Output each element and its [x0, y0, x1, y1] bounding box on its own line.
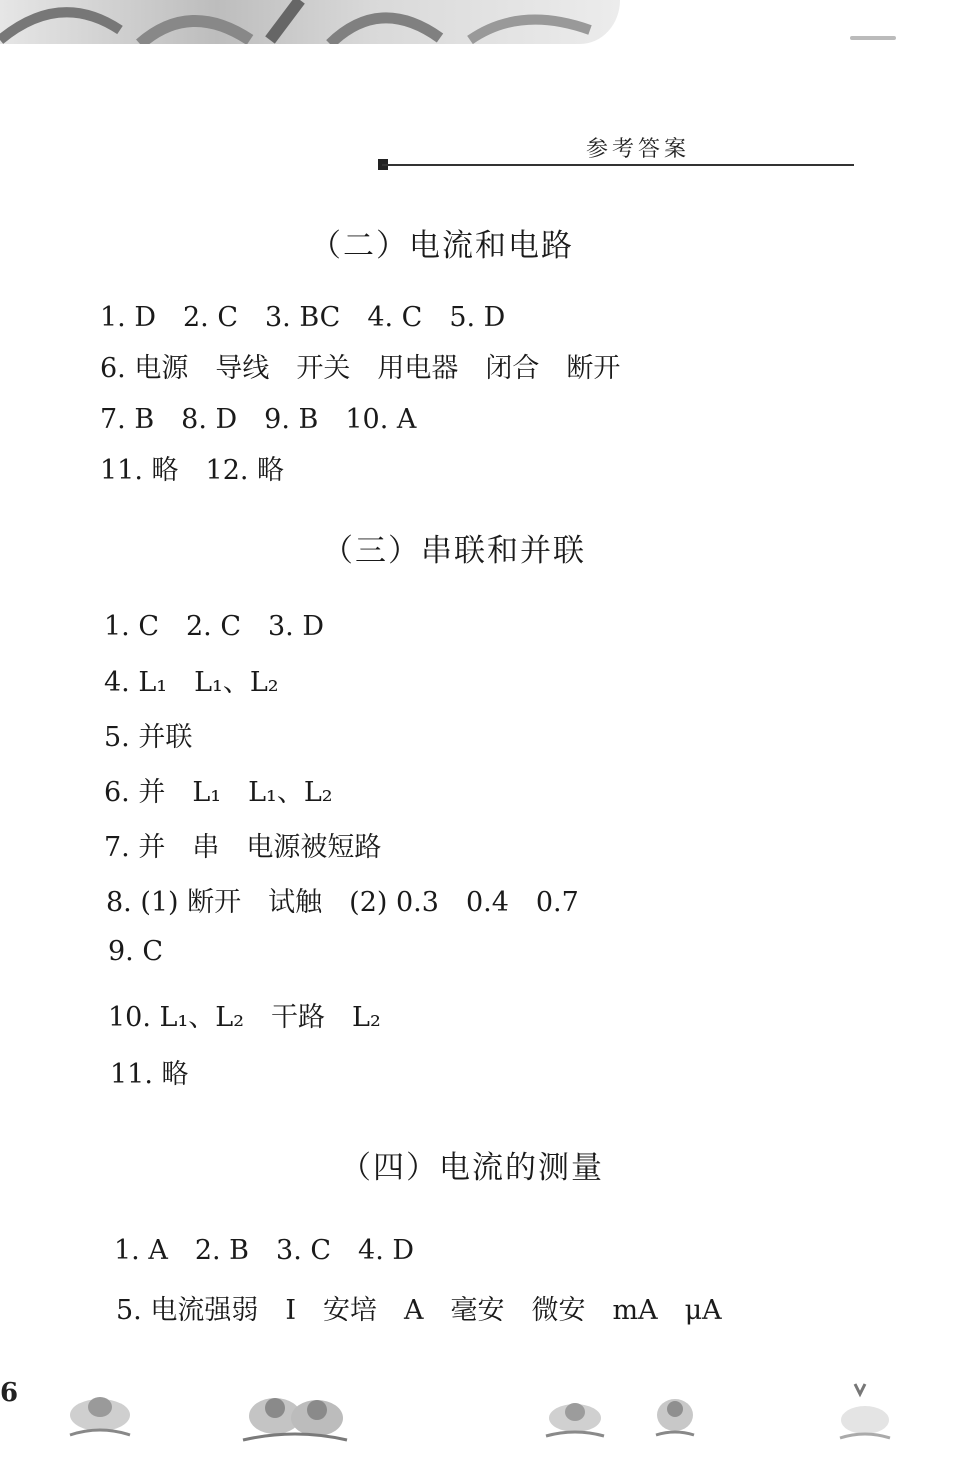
- answer-line: 4. L₁ L₁、L₂: [104, 667, 279, 698]
- flower-decoration-icon: [830, 1380, 900, 1446]
- answer-line: 11. 略: [110, 1059, 189, 1090]
- answer-line: 5. 电流强弱 I 安培 A 毫安 微安 mA μA: [116, 1295, 722, 1326]
- flower-decoration-icon: [60, 1385, 140, 1445]
- section-title-2: （二）电流和电路: [310, 228, 574, 264]
- answer-line: 1. C 2. C 3. D: [104, 611, 324, 642]
- flower-decoration-icon: [540, 1388, 610, 1444]
- answer-line: 8. (1) 断开 试触 (2) 0.3 0.4 0.7: [106, 887, 579, 918]
- header-rule: [382, 164, 854, 166]
- decorative-banner: [0, 0, 620, 44]
- page-number: 6: [0, 1378, 19, 1408]
- banner-mark: [850, 36, 896, 40]
- answer-line: 7. 并 串 电源被短路: [104, 832, 382, 863]
- answer-line: 1. A 2. B 3. C 4. D: [114, 1235, 415, 1266]
- banner-art: [0, 0, 620, 44]
- section-title-3: （三）串联和并联: [322, 533, 586, 569]
- section-title-4: （四）电流的测量: [340, 1150, 604, 1186]
- answer-line: 11. 略 12. 略: [100, 455, 285, 486]
- answer-line: 10. L₁、L₂ 干路 L₂: [108, 1002, 381, 1033]
- answer-line: 6. 电源 导线 开关 用电器 闭合 断开: [100, 353, 621, 384]
- flower-decoration-icon: [235, 1382, 355, 1448]
- answer-line: 1. D 2. C 3. BC 4. C 5. D: [100, 302, 506, 333]
- answer-line: 9. C: [108, 936, 164, 967]
- answer-line: 7. B 8. D 9. B 10. A: [100, 404, 417, 435]
- answer-line: 6. 并 L₁ L₁、L₂: [104, 777, 333, 808]
- answer-line: 5. 并联: [104, 722, 193, 753]
- page-header-title: 参考答案: [586, 137, 691, 162]
- flower-decoration-icon: [650, 1385, 700, 1443]
